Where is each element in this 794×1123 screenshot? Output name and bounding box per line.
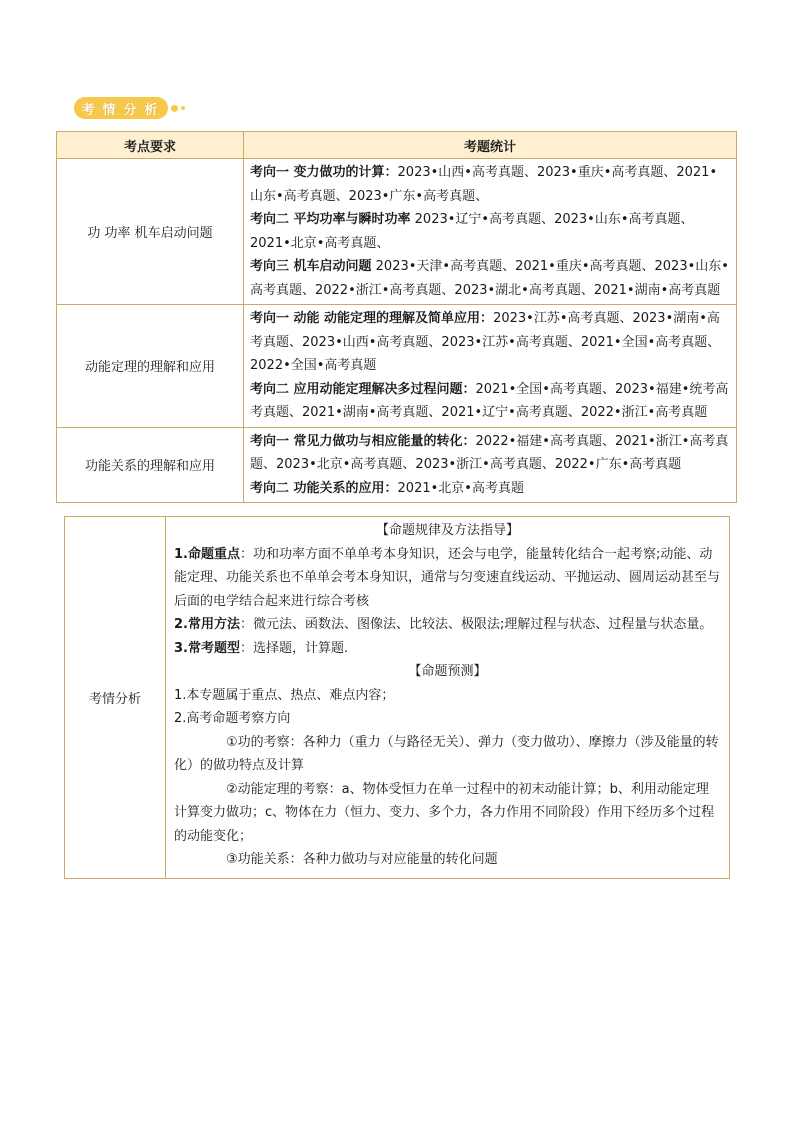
paragraph xyxy=(174,543,721,614)
badge-dot-decoration xyxy=(171,105,178,112)
paragraph-text: ②动能定理的考察：a、物体受恒力在单一过程中的初末动能计算；b、利用动能定理计算变力做功；c、物体在力（恒力、变力、多个力，各力作用不同阶段）作用下经历多个过程的动能变化； xyxy=(174,781,715,844)
analysis-content-cell xyxy=(166,517,730,879)
detail-cell xyxy=(244,427,737,503)
badge-char: 考 xyxy=(78,98,98,118)
direction-title: 考向一 常见力做功与相应能量的转化： xyxy=(250,433,476,449)
direction-text: 2021•北京•高考真题 xyxy=(397,480,524,496)
header-exam-statistics: 考题统计 xyxy=(244,132,737,159)
exam-direction xyxy=(250,378,730,425)
paragraph-text: ③功能关系：各种力做功与对应能量的转化问题 xyxy=(226,852,498,867)
paragraph-label: 1.命题重点 xyxy=(174,546,240,562)
direction-text: 2023•山西•高考真题、2023•重庆•高考真题、2021•山东•高考真题、2023•广东•高考真题、 xyxy=(250,165,718,204)
section-heading: 【命题预测】 xyxy=(408,664,487,679)
paragraph-text: ：功和功率方面不单单考本身知识，还会与电学，能量转化结合一起考察;动能、动能定理、功能关系也不单单会考本身知识，通常与匀变速直线运动、平抛运动、圆周运动甚至与后面的电学结合起来进行综合考核 xyxy=(174,546,721,609)
paragraph-label: 2.常用方法 xyxy=(174,617,240,632)
paragraph-text: ①功的考察：各种力（重力（与路径无关）、弹力（变力做功）、摩擦力（涉及能量的转化）的做功特点及计算 xyxy=(174,734,719,773)
direction-title: 考向一 动能 动能定理的理解及简单应用： xyxy=(250,311,494,326)
analysis-label-cell: 考情分析 xyxy=(65,517,166,879)
exam-direction xyxy=(250,208,730,255)
badge-char: 分 xyxy=(120,98,140,118)
paragraph-text: ：选择题，计算题. xyxy=(239,640,349,656)
exam-statistics-table xyxy=(56,131,737,503)
paragraph xyxy=(174,731,721,778)
section-badge xyxy=(74,95,185,121)
exam-direction xyxy=(250,307,730,378)
topic-cell: 功能关系的理解和应用 xyxy=(57,427,244,503)
direction-title: 考向一 变力做功的计算： xyxy=(250,165,398,180)
badge-pill xyxy=(74,97,168,119)
direction-text: 2022•福建•高考真题、2021•浙江•高考真题、2023•北京•高考真题、2023•浙江•高考真题、2022•广东•高考真题 xyxy=(250,433,729,472)
paragraph-label: 3.常考题型 xyxy=(174,640,240,656)
section-heading: 【命题规律及方法指导】 xyxy=(375,523,519,538)
paragraph: 1.本专题属于重点、热点、难点内容； xyxy=(174,687,395,703)
badge-char: 析 xyxy=(141,98,161,118)
direction-text: 2023•天津•高考真题、2021•重庆•高考真题、2023•山东•高考真题、2022•浙江•高考真题、2023•湖北•高考真题、2021•湖南•高考真题 xyxy=(250,259,729,298)
header-exam-requirement: 考点要求 xyxy=(57,132,244,159)
badge-char: 情 xyxy=(99,98,119,118)
topic-cell: 动能定理的理解和应用 xyxy=(57,305,244,428)
exam-direction xyxy=(250,161,730,208)
table-row xyxy=(65,517,730,879)
direction-text: 2021•全国•高考真题、2023•福建•统考高考真题、2021•湖南•高考真题、2021•辽宁•高考真题、2022•浙江•高考真题 xyxy=(250,381,729,420)
detail-cell xyxy=(244,305,737,428)
direction-text: 2023•江苏•高考真题、2023•湖南•高考真题、2023•山西•高考真题、2023•江苏•高考真题、2021•全国•高考真题、2022•全国•高考真题 xyxy=(250,311,721,373)
direction-title: 考向二 应用动能定理解决多过程问题： xyxy=(250,381,476,397)
direction-text: 2023•辽宁•高考真题、2023•山东•高考真题、2021•北京•高考真题、 xyxy=(250,212,694,251)
exam-direction xyxy=(250,430,730,477)
direction-title: 考向二 功能关系的应用： xyxy=(250,480,398,496)
detail-cell xyxy=(244,159,737,305)
paragraph xyxy=(174,613,721,637)
topic-cell: 功 功率 机车启动问题 xyxy=(57,159,244,305)
table-row xyxy=(57,427,737,503)
paragraph xyxy=(174,637,721,661)
table-header-row xyxy=(57,132,737,159)
badge-dot-decoration xyxy=(181,106,185,110)
exam-analysis-table xyxy=(64,516,730,879)
exam-direction xyxy=(250,255,730,302)
paragraph xyxy=(174,848,721,872)
paragraph xyxy=(174,778,721,849)
table-row xyxy=(57,159,737,305)
direction-title: 考向三 机车启动问题 xyxy=(250,259,372,274)
exam-direction xyxy=(250,477,730,501)
table-row xyxy=(57,305,737,428)
paragraph-text: ：微元法、函数法、图像法、比较法、极限法;理解过程与状态、过程量与状态量。 xyxy=(239,617,713,632)
paragraph: 2.高考命题考察方向 xyxy=(174,711,291,726)
direction-title: 考向二 平均功率与瞬时功率 xyxy=(250,212,411,227)
